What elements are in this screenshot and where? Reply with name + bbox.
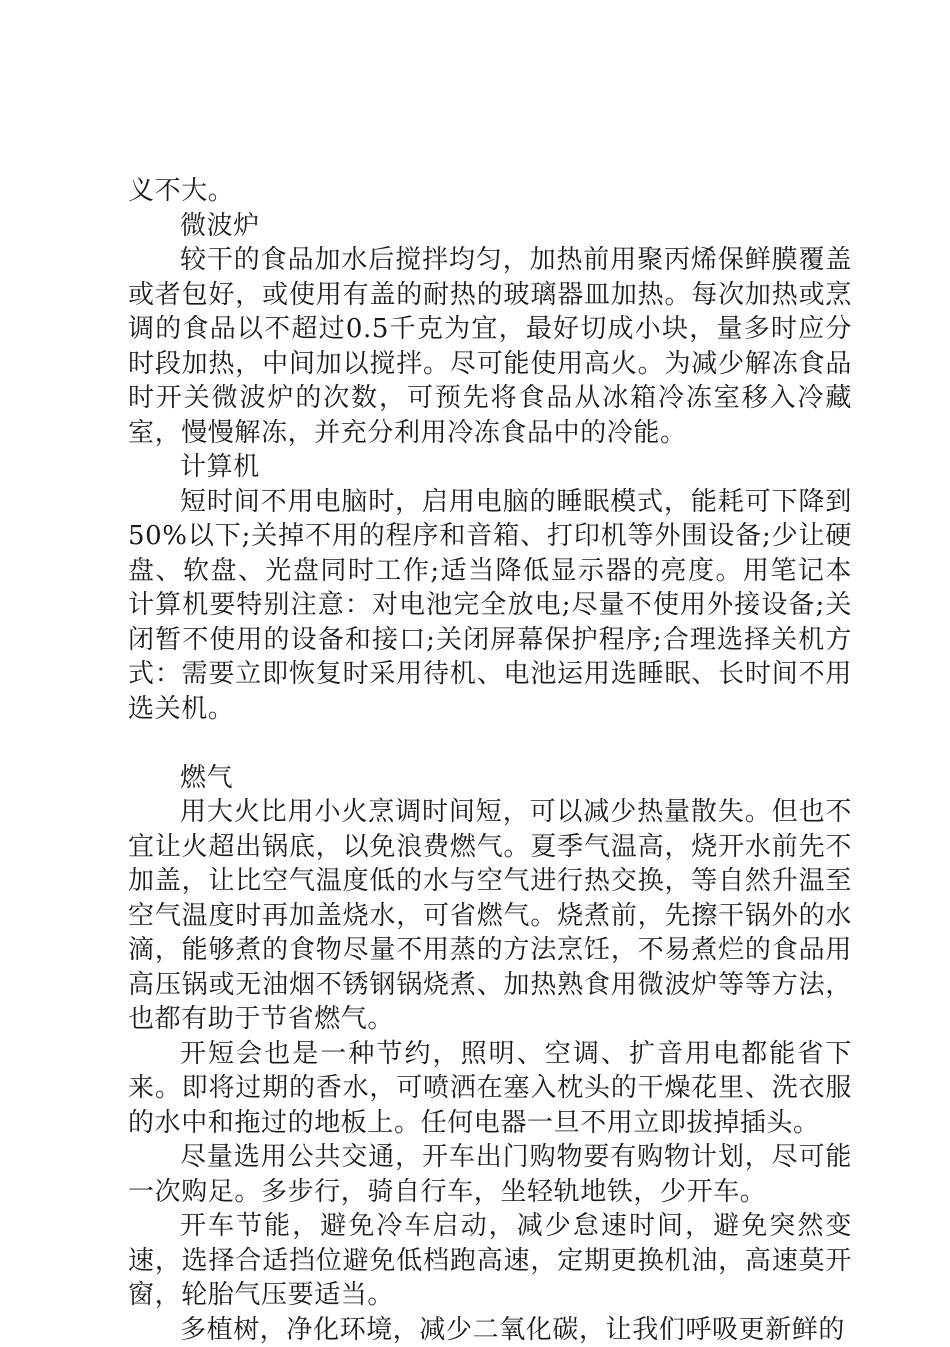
paragraph-meeting: 开短会也是一种节约，照明、空调、扩音用电都能省下来。即将过期的香水，可喷洒在塞入枕头的干燥花里、洗衣服的水中和拖过的地板上。任何电器一旦不用立即拔掉插头。 bbox=[128, 1037, 852, 1141]
paragraph-gas: 用大火比用小火烹调时间短，可以减少热量散失。但也不宜让火超出锅底，以免浪费燃气。夏季气温高，烧开水前先不加盖，让比空气温度低的水与空气进行热交换，等自然升温至空气温度时再加盖烧水，可省燃气。烧煮前，先擦干锅外的水滴，能够煮的食物尽量不用蒸的方法烹饪，不易煮烂的食品用高压锅或无油烟不锈钢锅烧煮、加热熟食用微波炉等等方法，也都有助于节省燃气。 bbox=[128, 795, 852, 1037]
paragraph-continuation: 义不大。 bbox=[128, 174, 852, 209]
paragraph-microwave: 较干的食品加水后搅拌均匀，加热前用聚丙烯保鲜膜覆盖或者包好，或使用有盖的耐热的玻璃器皿加热。每次加热或烹调的食品以不超过0.5千克为宜，最好切成小块，量多时应分时段加热，中间加以搅拌。尽可能使用高火。为减少解冻食品时开关微波炉的次数，可预先将食品从冰箱冷冻室移入冷藏室，慢慢解冻，并充分利用冷冻食品中的冷能。 bbox=[128, 243, 852, 450]
blank-line bbox=[128, 726, 852, 761]
paragraph-computer: 短时间不用电脑时，启用电脑的睡眠模式，能耗可下降到50%以下;关掉不用的程序和音箱、打印机等外围设备;少让硬盘、软盘、光盘同时工作;适当降低显示器的亮度。用笔记本计算机要特别注意：对电池完全放电;尽量不使用外接设备;关闭暂不使用的设备和接口;关闭屏幕保护程序;合理选择关机方式：需要立即恢复时采用待机、电池运用选睡眠、长时间不用选关机。 bbox=[128, 485, 852, 727]
paragraph-driving: 开车节能，避免冷车启动，减少怠速时间，避免突然变速，选择合适挡位避免低档跑高速，定期更换机油，高速莫开窗，轮胎气压要适当。 bbox=[128, 1209, 852, 1313]
heading-microwave: 微波炉 bbox=[128, 209, 852, 244]
paragraph-trees: 多植树，净化环境，减少二氧化碳，让我们呼吸更新鲜的 bbox=[128, 1313, 852, 1347]
heading-gas: 燃气 bbox=[128, 761, 852, 796]
document-body bbox=[128, 174, 852, 1347]
paragraph-transport: 尽量选用公共交通，开车出门购物要有购物计划，尽可能一次购足。多步行，骑自行车，坐轻轨地铁，少开车。 bbox=[128, 1140, 852, 1209]
heading-computer: 计算机 bbox=[128, 450, 852, 485]
